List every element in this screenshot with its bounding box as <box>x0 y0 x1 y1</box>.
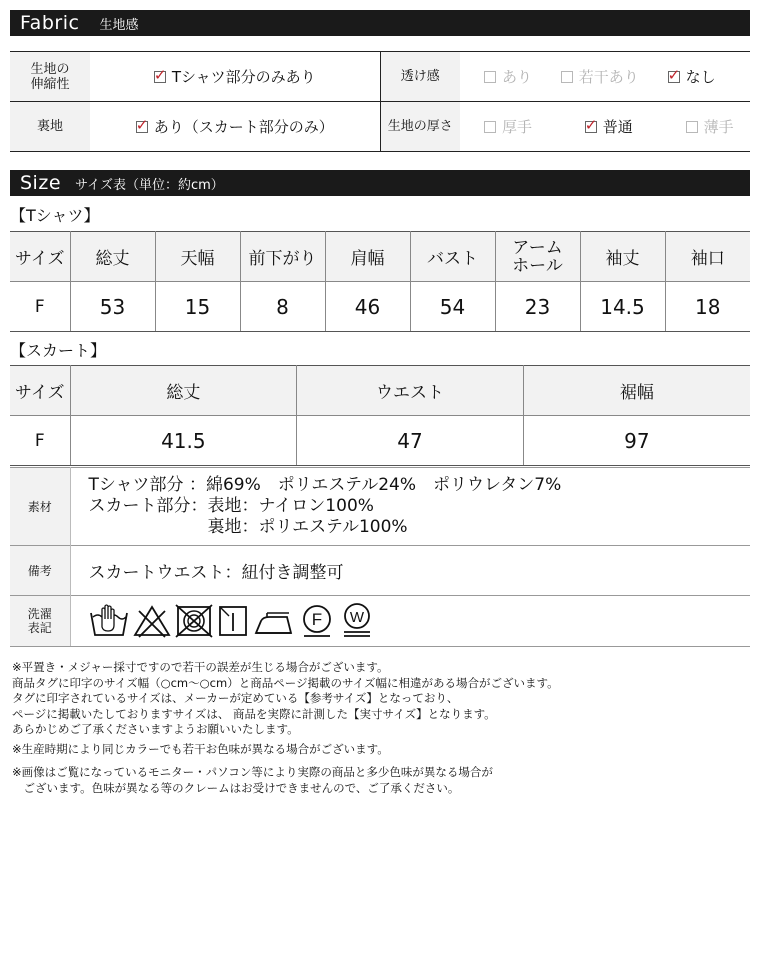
checkbox-icon <box>561 71 573 83</box>
sheer-option-nashi: ✓ なし <box>668 66 716 87</box>
fabric-row-1 <box>10 52 750 102</box>
col-header-sotake: 総丈 <box>70 232 155 282</box>
checkmark-icon <box>668 71 680 83</box>
details-table <box>10 467 750 647</box>
tshirt-header-row <box>10 232 750 282</box>
note-line: あらかじめご了承くださいますようお願いいたします。 <box>12 722 299 736</box>
note-line: ページに掲載いたしておりますサイズは、 商品を実際に計測した【実寸サイズ】となります。 <box>12 706 496 721</box>
lining-label: 裏地 <box>10 102 90 152</box>
size-cell: F <box>10 282 70 332</box>
line-dry-shade-icon <box>217 603 249 639</box>
fabric-header-bar <box>10 10 750 36</box>
col-header-sodetake: 袖丈 <box>580 232 665 282</box>
sheer-options <box>460 52 750 102</box>
size-cell: F <box>10 416 70 466</box>
note-line: タグに印字されているサイズは、メーカーが定めている【参考サイズ】となっており、 <box>12 691 459 705</box>
value-cell: 47 <box>297 416 524 466</box>
stretch-checkbox: ✓ Tシャツ部分のみあり <box>154 66 316 87</box>
thickness-option-futsu: ✓ 普通 <box>585 116 633 137</box>
value-cell: 18 <box>665 282 750 332</box>
note-line: ※平置き・メジャー採寸ですので若干の誤差が生じる場合がございます。 <box>12 660 389 674</box>
hand-wash-icon <box>89 603 129 639</box>
sheer-label: 透け感 <box>380 52 460 102</box>
col-header-tenhaba: 天幅 <box>155 232 240 282</box>
col-header-armhole: アーム ホール <box>495 232 580 282</box>
value-cell: 53 <box>70 282 155 332</box>
thickness-option-atsude: 厚手 <box>484 116 532 137</box>
care-row <box>10 596 750 647</box>
stretch-value-cell <box>90 52 380 102</box>
dry-clean-letter: F <box>311 610 322 629</box>
col-header-sotake: 総丈 <box>70 366 297 416</box>
iron-low-icon <box>253 603 295 639</box>
note-line: ございます。色味が異なる等のクレームはお受けできませんので、ご了承ください。 <box>12 780 460 795</box>
table-row <box>10 416 750 466</box>
material-row <box>10 468 750 546</box>
fabric-table <box>10 51 750 152</box>
note-line: 商品タグに印字のサイズ幅（○cm〜○cm）と商品ページ掲載のサイズ幅に相違がある場合がございます。 <box>12 675 559 690</box>
fabric-header-en: Fabric <box>20 12 80 34</box>
no-tumble-dry-icon <box>175 603 213 639</box>
value-cell: 15 <box>155 282 240 332</box>
skirt-header-row <box>10 366 750 416</box>
col-header-maesagari: 前下がり <box>240 232 325 282</box>
wet-clean-letter: W <box>349 609 364 626</box>
notes-block <box>12 660 559 796</box>
dry-clean-f-icon <box>299 603 335 639</box>
thickness-label: 生地の厚さ <box>380 102 460 152</box>
value-cell: 41.5 <box>70 416 297 466</box>
lining-value-cell <box>90 102 380 152</box>
no-bleach-icon <box>133 603 171 639</box>
remarks-label: 備考 <box>10 546 70 596</box>
lining-checkbox: ✓ あり（スカート部分のみ） <box>136 116 334 137</box>
fabric-row-2 <box>10 102 750 152</box>
value-cell: 23 <box>495 282 580 332</box>
value-cell: 46 <box>325 282 410 332</box>
skirt-title: 【スカート】 <box>10 341 107 360</box>
wet-clean-w-icon <box>339 601 375 641</box>
material-value: Tシャツ部分 ：綿69% ポリエステル24% ポリウレタン7% スカート部分：表地：ナイロン100% 裏地：ポリエステル100% <box>70 468 750 546</box>
size-header-bar <box>10 170 750 196</box>
fabric-header-jp: 生地感 <box>99 17 139 33</box>
note-line: ※画像はご覧になっているモニター・パソコン等により実際の商品と多少色味が異なる場合が <box>12 765 493 779</box>
value-cell: 14.5 <box>580 282 665 332</box>
col-header-katahaba: 肩幅 <box>325 232 410 282</box>
skirt-size-table <box>10 365 750 466</box>
col-header-bust: バスト <box>410 232 495 282</box>
checkbox-icon <box>484 71 496 83</box>
thickness-option-usude: 薄手 <box>686 116 734 137</box>
size-header-jp: サイズ表（単位：約cm） <box>75 177 224 193</box>
table-row <box>10 282 750 332</box>
col-header-sodeguchi: 袖口 <box>665 232 750 282</box>
note-line: ※生産時期により同じカラーでも若干お色味が異なる場合がございます。 <box>12 741 389 756</box>
checkmark-icon <box>154 71 166 83</box>
col-header-waist: ウエスト <box>297 366 524 416</box>
value-cell: 8 <box>240 282 325 332</box>
size-col-header: サイズ <box>10 232 70 282</box>
size-col-header: サイズ <box>10 366 70 416</box>
checkbox-icon <box>686 121 698 133</box>
checkmark-icon <box>136 121 148 133</box>
checkbox-icon <box>484 121 496 133</box>
value-cell: 54 <box>410 282 495 332</box>
tshirt-size-table <box>10 231 750 332</box>
size-header-en: Size <box>20 172 62 194</box>
care-symbols <box>70 596 750 647</box>
care-label: 洗濯表記 <box>10 596 70 647</box>
material-label: 素材 <box>10 468 70 546</box>
col-header-susohaba: 裾幅 <box>523 366 750 416</box>
checkmark-icon <box>585 121 597 133</box>
remarks-value: スカートウエスト：紐付き調整可 <box>70 546 750 596</box>
value-cell: 97 <box>523 416 750 466</box>
stretch-label: 生地の伸縮性 <box>10 52 90 102</box>
sheer-option-ari: あり <box>484 66 532 87</box>
remarks-row <box>10 546 750 596</box>
thickness-options <box>460 102 750 152</box>
sheer-option-jakkan: 若干あり <box>561 66 639 87</box>
tshirt-title: 【Tシャツ】 <box>10 206 100 225</box>
